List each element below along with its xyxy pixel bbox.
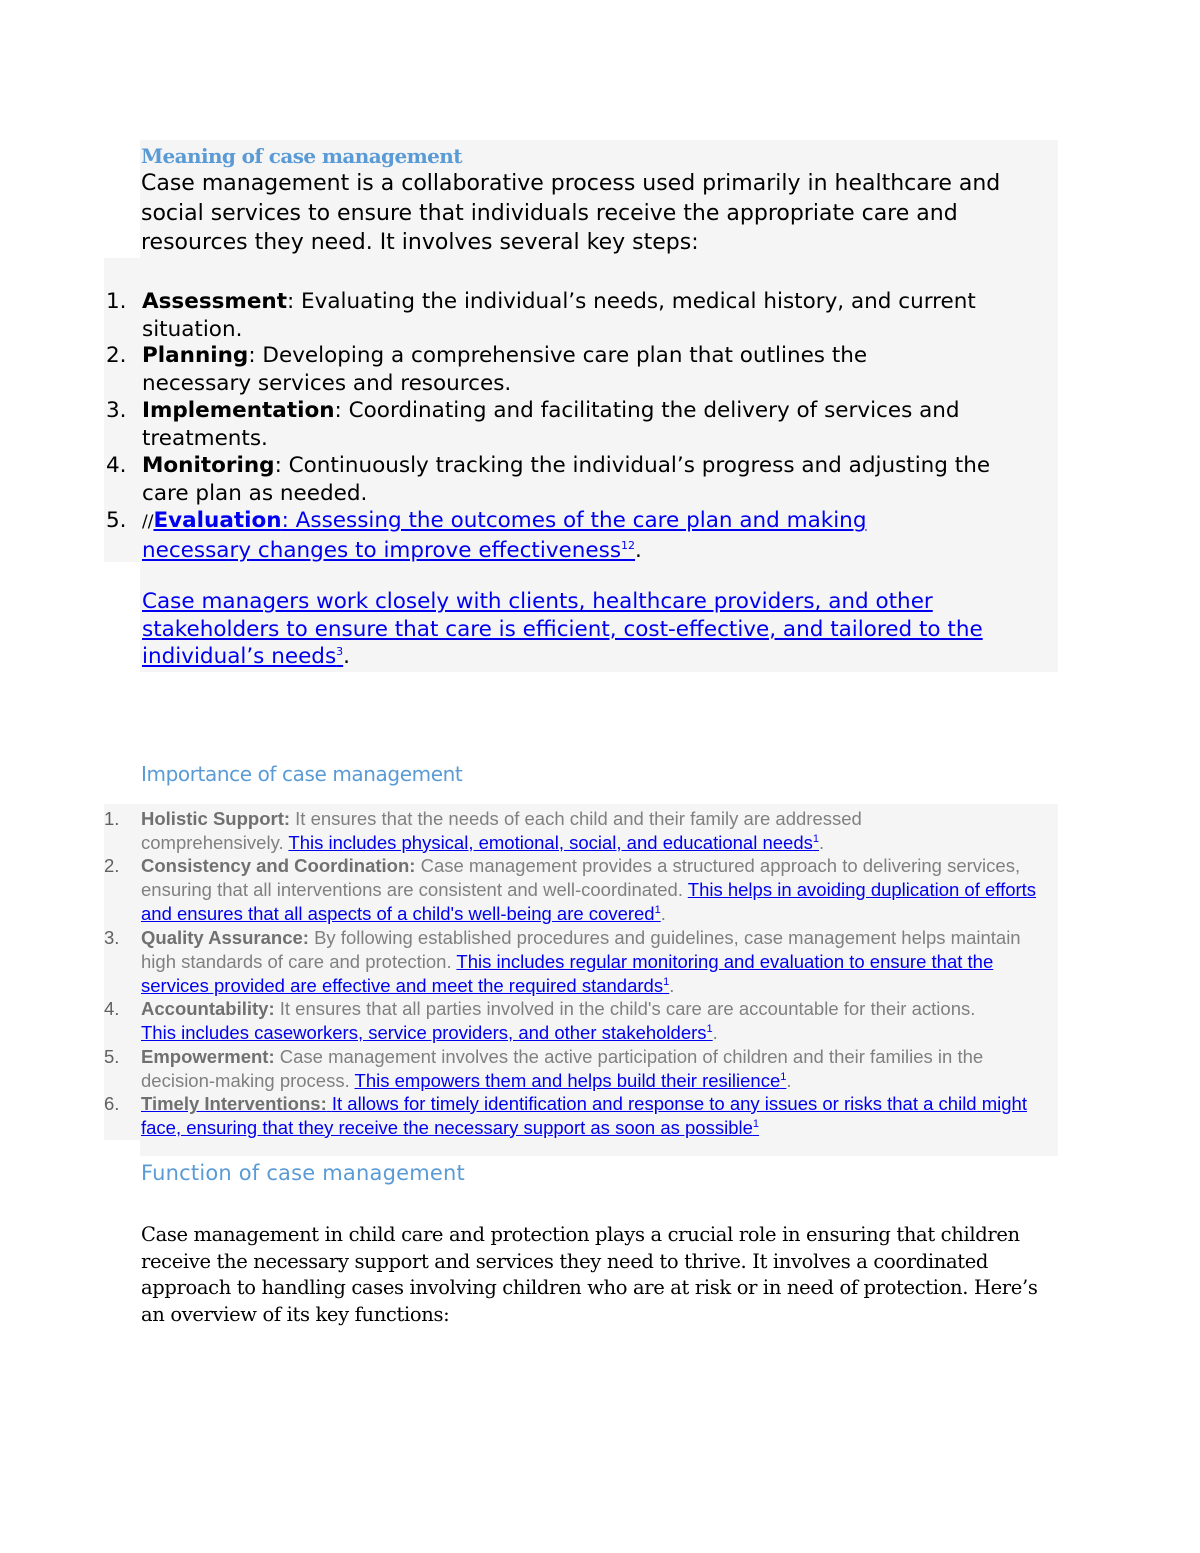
item-link-text: This includes physical, emotional, social, and educational needs — [288, 831, 813, 853]
meaning-closing — [142, 588, 1042, 671]
item-end: . — [786, 1069, 792, 1091]
footnote-ref: 1 — [706, 1022, 713, 1035]
function-body: Case management in child care and protection plays a crucial role in ensuring that children receive the necessary support and services they need to thrive. It involves a coordinated approach to handling cases involving children who are at risk or in need of protection. Here’s an overview of its key functions: — [141, 1223, 1038, 1326]
footnote-ref: 3 — [336, 644, 344, 658]
footnote-ref: 12 — [621, 538, 636, 552]
list-item — [104, 807, 961, 855]
footnote-ref: 1 — [812, 832, 819, 845]
step-text: : Coordinating and facilitating the delivery of services and treatments. — [142, 398, 960, 451]
list-item — [104, 854, 1041, 925]
item-end: . — [660, 902, 666, 924]
list-item — [106, 507, 962, 564]
item-term: Quality Assurance: — [141, 927, 309, 948]
item-text: By following established procedures and guidelines, case management helps maintain high standards of care and protection. — [141, 927, 1021, 972]
footnote-ref: 1 — [752, 1117, 760, 1130]
step-term: Implementation — [142, 398, 335, 423]
closing-end: . — [343, 644, 350, 669]
item-end: . — [669, 974, 675, 996]
step-end: . — [635, 537, 642, 563]
item-link[interactable] — [355, 1070, 787, 1091]
step-prefix: // — [142, 512, 154, 532]
item-link-text: This includes regular monitoring and evaluation to ensure that the services provided are effective and meet the required standards — [141, 950, 994, 996]
item-link-text: This helps in avoiding duplication of efforts and ensures that all aspects of a child's well-being are covered — [141, 878, 1037, 924]
step-text: : Evaluating the individual’s needs, medical history, and current situation. — [142, 289, 976, 342]
list-item — [106, 397, 1047, 452]
closing-link[interactable] — [142, 589, 983, 669]
list-item — [104, 997, 1011, 1045]
closing-text: Case managers work closely with clients, healthcare providers, and other stakeholders to ensure that care is efficient, cost-effective, and tailored to the individual’s needs — [142, 589, 983, 669]
item-term: Holistic Support: — [141, 808, 291, 829]
list-number: 6. — [104, 1093, 120, 1114]
step-term: Evaluation — [153, 508, 282, 533]
evaluation-link[interactable] — [142, 508, 866, 563]
list-item — [104, 1092, 1031, 1140]
item-text: It ensures that the needs of each child and their family are addressed comprehensively. — [141, 808, 862, 853]
item-term: Empowerment: — [141, 1046, 275, 1067]
list-number: 3. — [106, 398, 127, 423]
list-item — [104, 926, 1041, 997]
step-term: Planning — [142, 343, 249, 368]
item-end: . — [819, 831, 825, 853]
item-text: Case management provides a structured approach to delivering services, ensuring that all interventions are consistent and well-coordinated. — [141, 855, 1021, 900]
step-term: Monitoring — [142, 453, 275, 478]
list-number: 2. — [104, 855, 120, 876]
item-link[interactable] — [141, 1022, 713, 1043]
list-item — [106, 342, 942, 397]
item-text: Case management involves the active participation of children and their families in the decision-making process. — [141, 1046, 984, 1091]
footnote-ref: 1 — [780, 1070, 787, 1083]
list-number: 1. — [104, 808, 120, 829]
item-term: Timely Interventions: — [141, 1093, 327, 1114]
item-term: Consistency and Coordination: — [141, 855, 416, 876]
item-end: . — [712, 1021, 718, 1043]
list-number: 2. — [106, 343, 127, 368]
meaning-intro: Case management is a collaborative process used primarily in healthcare and social services to ensure that individuals receive the appropriate care and resources they need. It involves several key steps: — [141, 171, 1001, 255]
function-heading: Function of case management — [141, 1161, 465, 1185]
item-link-text: This includes caseworkers, service providers, and other stakeholders — [141, 1021, 707, 1043]
step-text: : Assessing the outcomes of the care plan and making necessary changes to improve effectiveness — [142, 508, 867, 563]
step-text: : Continuously tracking the individual’s progress and adjusting the care plan as needed. — [142, 453, 991, 506]
list-number: 4. — [106, 453, 127, 478]
item-link-text: This empowers them and helps build their resilience — [354, 1069, 781, 1091]
step-term: Assessment — [142, 289, 287, 314]
list-number: 1. — [106, 289, 127, 314]
item-link[interactable] — [288, 832, 819, 853]
list-number: 5. — [104, 1046, 120, 1067]
item-term: Accountability: — [141, 998, 275, 1019]
step-text: : Developing a comprehensive care plan that outlines the necessary services and resources. — [142, 343, 868, 396]
importance-heading: Importance of case management — [141, 762, 463, 786]
item-text: It ensures that all parties involved in the child's care are accountable for their actions. — [274, 998, 976, 1019]
list-number: 4. — [104, 998, 120, 1019]
list-item — [104, 1045, 1051, 1093]
item-link[interactable] — [141, 1093, 1027, 1138]
footnote-ref: 1 — [654, 903, 661, 916]
list-number: 5. — [106, 508, 127, 533]
meaning-heading: Meaning of case management — [141, 144, 462, 168]
footnote-ref: 1 — [663, 975, 670, 988]
list-number: 3. — [104, 927, 120, 948]
importance-list-shade-tail — [140, 1140, 1058, 1156]
list-item — [106, 288, 1062, 343]
item-link-text: It allows for timely identification and response to any issues or risks that a child might face, ensuring that they receive the necessary support as soon as possible — [141, 1093, 1027, 1138]
list-item — [106, 452, 1032, 507]
